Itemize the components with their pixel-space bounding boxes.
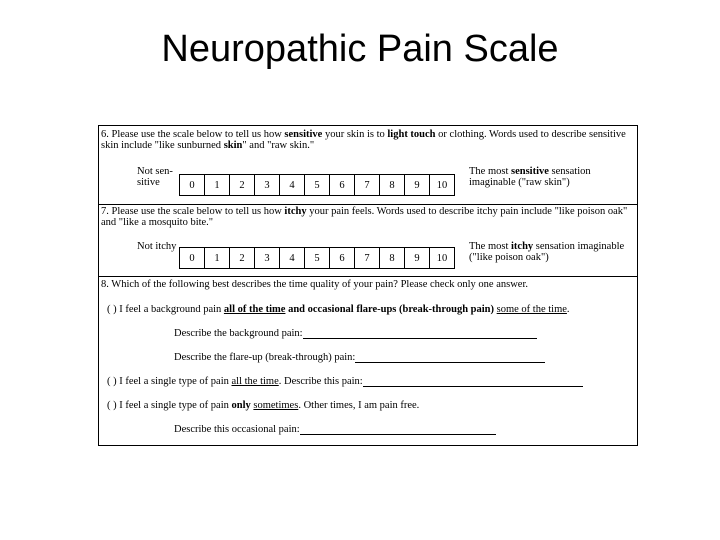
- q6-scale-10[interactable]: 10: [436, 179, 448, 191]
- q8-option-1[interactable]: ( ) I feel a background pain all of the time and occasional flare-ups (break-through pain) some of the time.: [107, 304, 570, 315]
- q7-scale-10[interactable]: 10: [436, 252, 448, 264]
- q6-left-anchor: Not sen- sitive: [137, 166, 173, 188]
- q7-scale-0[interactable]: 0: [180, 248, 205, 268]
- slide-title: Neuropathic Pain Scale: [161, 28, 559, 70]
- question-6-prompt: 6. Please use the scale below to tell us how sensitive your skin is to light touch or clothing. Words used to describe sensitive skin include "like sunburned skin" and "raw skin.": [101, 129, 626, 151]
- q7-scale-3[interactable]: 3: [255, 248, 280, 268]
- q6-right-anchor: The most sensitive sensation imaginable ("raw skin"): [469, 166, 591, 188]
- q6-scale-2[interactable]: 2: [230, 175, 255, 195]
- q8-option-2[interactable]: ( ) I feel a single type of pain all the time. Describe this pain:: [107, 376, 583, 387]
- q6-scale-8[interactable]: 8: [380, 175, 405, 195]
- q6-scale-9[interactable]: 9: [405, 175, 430, 195]
- question-8: [99, 277, 637, 445]
- question-8-prompt: 8. Which of the following best describes the time quality of your pain? Please check only one answer.: [101, 279, 528, 290]
- pain-questionnaire: [98, 125, 638, 446]
- q7-left-anchor: Not itchy: [137, 241, 177, 252]
- q6-scale-7[interactable]: 7: [355, 175, 380, 195]
- q6-scale-6[interactable]: 6: [330, 175, 355, 195]
- q8-background-pain-field[interactable]: Describe the background pain:: [174, 328, 537, 339]
- q7-scale-5[interactable]: 5: [305, 248, 330, 268]
- q7-rating-scale: [179, 247, 455, 269]
- q8-flare-pain-field[interactable]: Describe the flare-up (break-through) pain:: [174, 352, 545, 363]
- q7-scale-4[interactable]: 4: [280, 248, 305, 268]
- q6-scale-1[interactable]: 1: [205, 175, 230, 195]
- q6-scale-4[interactable]: 4: [280, 175, 305, 195]
- q6-scale-0[interactable]: 0: [180, 175, 205, 195]
- q8-option-3[interactable]: ( ) I feel a single type of pain only sometimes. Other times, I am pain free.: [107, 400, 420, 411]
- question-6: [99, 126, 637, 205]
- q6-scale-3[interactable]: 3: [255, 175, 280, 195]
- q6-scale-5[interactable]: 5: [305, 175, 330, 195]
- q6-rating-scale: [179, 174, 455, 196]
- q7-scale-8[interactable]: 8: [380, 248, 405, 268]
- q7-scale-7[interactable]: 7: [355, 248, 380, 268]
- q7-right-anchor: The most itchy sensation imaginable ("like poison oak"): [469, 241, 625, 263]
- question-7-prompt: 7. Please use the scale below to tell us how itchy your pain feels. Words used to describe itchy pain include "like poison oak" and "like a mosquito bite.": [101, 206, 628, 228]
- q8-occasional-pain-field[interactable]: Describe this occasional pain:: [174, 424, 496, 435]
- question-7: [99, 205, 637, 277]
- q7-scale-2[interactable]: 2: [230, 248, 255, 268]
- q7-scale-1[interactable]: 1: [205, 248, 230, 268]
- q7-scale-9[interactable]: 9: [405, 248, 430, 268]
- q7-scale-6[interactable]: 6: [330, 248, 355, 268]
